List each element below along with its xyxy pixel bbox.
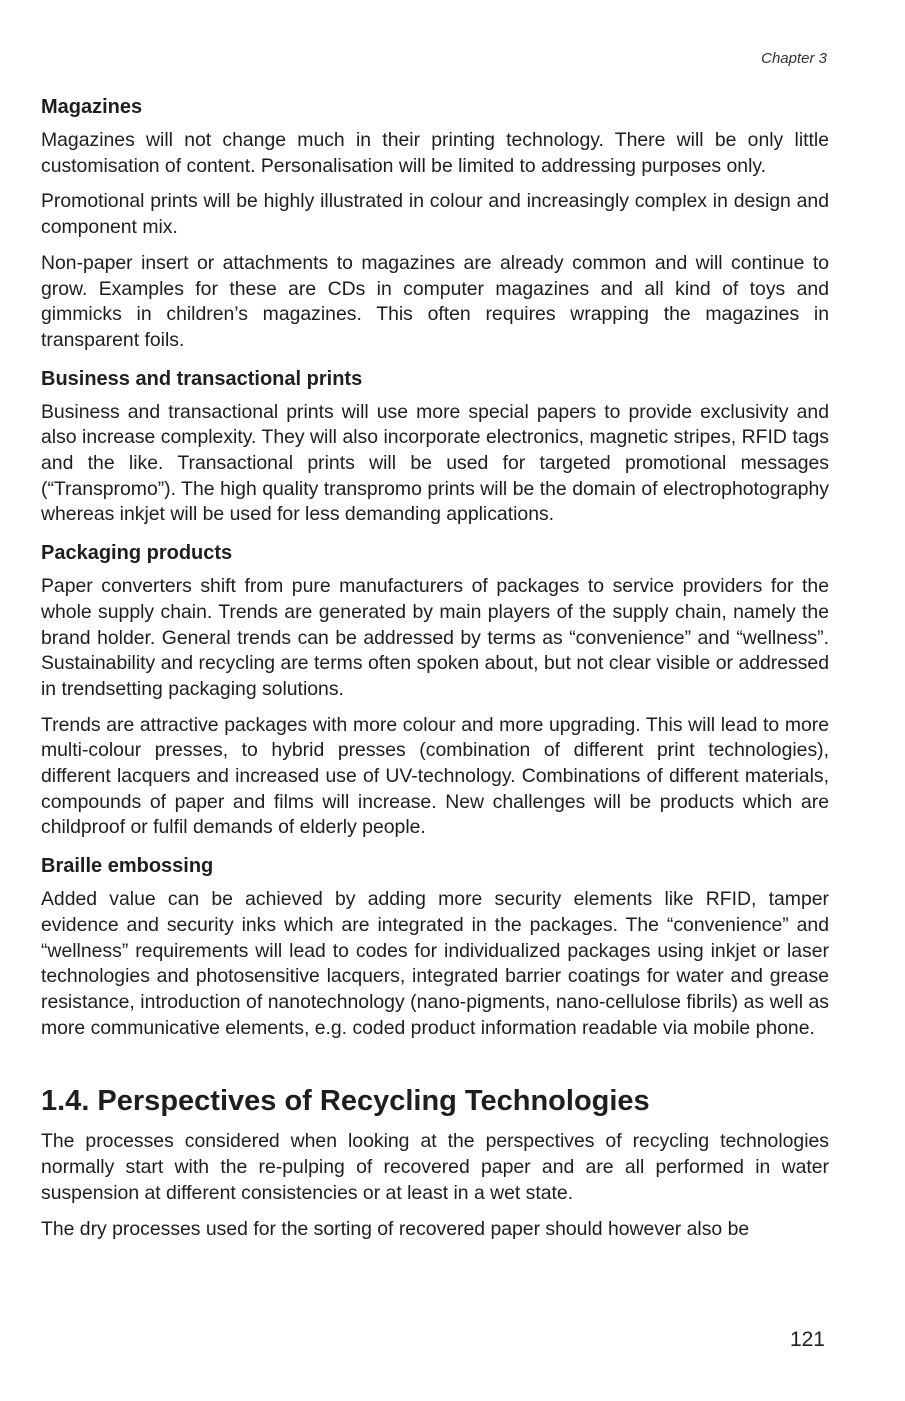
section-magazines [41, 92, 829, 354]
paragraph: Magazines will not change much in their printing technology. There will be only little customisation of content. Personalisation will be limited to addressing purposes only. [41, 129, 829, 177]
page-number: 121 [789, 1328, 825, 1351]
section-packaging-products [41, 538, 829, 841]
paragraph: Business and transactional prints will use more special papers to provide exclusivity and also increase complexity. They will also incorporate electronics, magnetic stripes, RFID tags and the like. Transactional prints will be used for targeted promotional messages (“Transpromo”). The high quality transpromo prints will be the domain of electrophotography whereas inkjet will be used for less demanding applications. [41, 400, 829, 526]
section-business-transactional-prints [41, 364, 829, 529]
paragraph: The dry processes used for the sorting of recovered paper should however also be [41, 1217, 750, 1240]
section-braille-embossing [41, 851, 829, 1041]
chapter-section-title: 1.4. Perspectives of Recycling Technologies [41, 1085, 650, 1118]
section-heading: Packaging products [41, 542, 233, 565]
section-heading: Magazines [41, 96, 143, 118]
running-header: Chapter 3 [761, 50, 827, 67]
section-recycling-technologies [41, 1081, 829, 1242]
paragraph: Trends are attractive packages with more colour and more upgrading. This will lead to more multi-colour presses, to hybrid presses (combination of different print technologies), different lacquers and increased use of UV-technology. Combinations of different materials, compounds of paper and films will increase. New challenges will be products which are childproof or fulfil demands of elderly people. [41, 713, 829, 839]
section-heading: Braille embossing [41, 855, 214, 878]
paragraph: Paper converters shift from pure manufacturers of packages to service providers for the whole supply chain. Trends are generated by main players of the supply chain, namely the brand holder. General trends can be addressed by terms as “convenience” and “wellness”. Sustainability and recycling are terms often spoken about, but not clear visible or addressed in trendsetting packaging solutions. [41, 575, 829, 700]
paragraph: Promotional prints will be highly illustrated in colour and increasingly complex in design and component mix. [41, 190, 829, 239]
paragraph: Added value can be achieved by adding more security elements like RFID, tamper evidence and security inks which are integrated in the packages. The “convenience” and “wellness” requirements will lead to codes for individualized packages using inkjet or laser technologies and photosensitive lacquers, integrated barrier coatings for water and grease resistance, introduction of nanotechnology (nano-pigments, nano-cellulose fibrils) as well as more communicative elements, e.g. coded product information readable via mobile phone. [41, 888, 829, 1039]
page-content [41, 92, 829, 1252]
section-heading: Business and transactional prints [41, 367, 363, 390]
paragraph: Non-paper insert or attachments to magazines are already common and will continue to grow. Examples for these are CDs in computer magazines and all kind of toys and gimmicks in children’s magazines. This often requires wrapping the magazines in transparent foils. [41, 251, 829, 351]
paragraph: The processes considered when looking at the perspectives of recycling technologies normally start with the re-pulping of recovered paper and are all performed in water suspension at different consistencies or at least in a wet state. [41, 1130, 829, 1204]
